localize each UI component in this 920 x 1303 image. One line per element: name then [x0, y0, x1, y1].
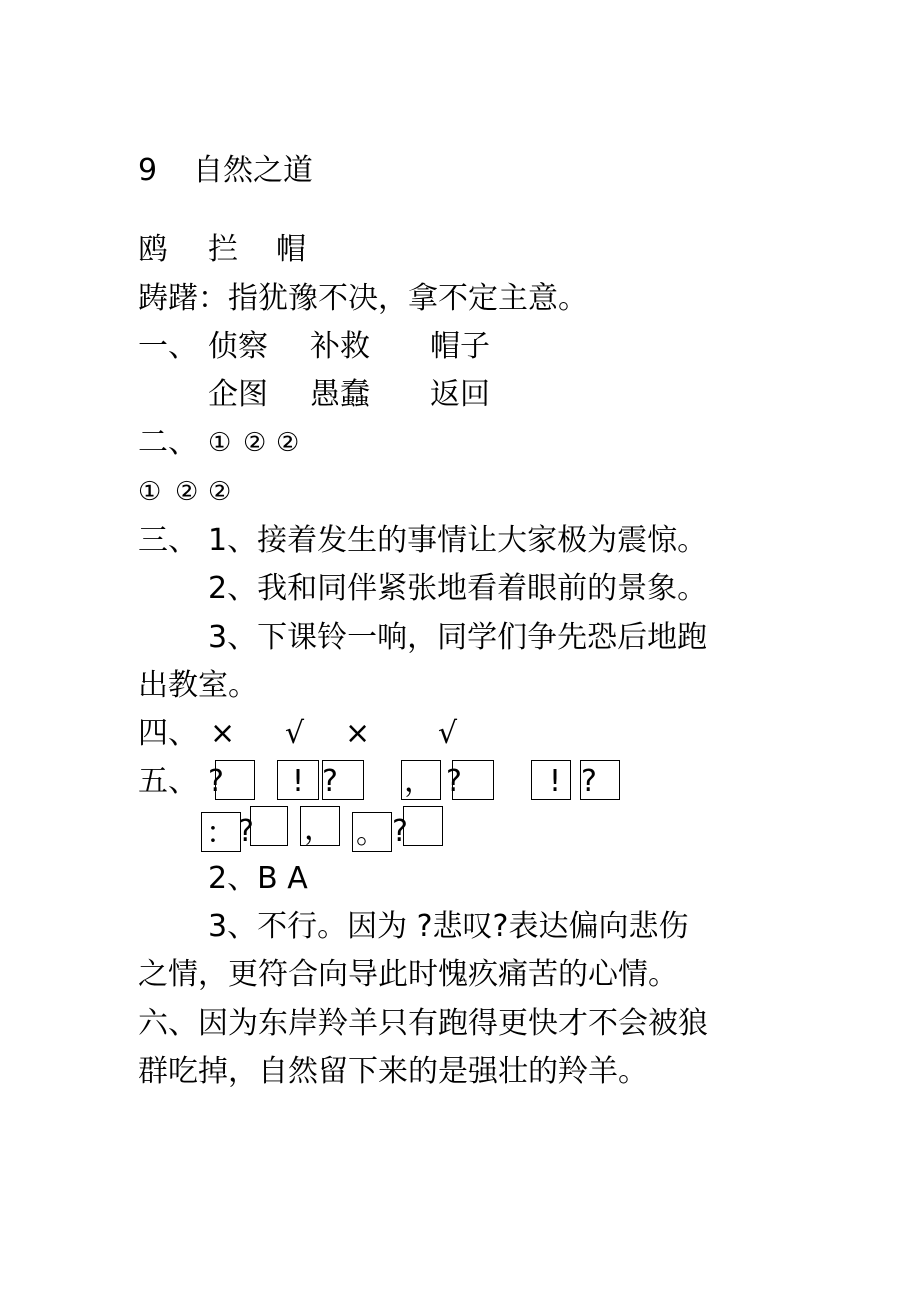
- sec6-line-2: 群吃掉，自然留下来的是强壮的羚羊。: [138, 1054, 648, 1089]
- question-mark: ?: [238, 814, 254, 849]
- comma-mark: ，: [304, 812, 334, 847]
- question-mark: ?: [322, 764, 338, 799]
- cross-mark: ×: [210, 716, 236, 751]
- sec3-sentence-3-cont: 出教室。: [138, 668, 258, 703]
- sec2-mark: ②: [208, 477, 232, 507]
- period-mark: 。: [356, 816, 386, 851]
- sec2-mark: ②: [243, 428, 267, 458]
- title-text: 自然之道: [193, 153, 313, 188]
- sec1-word: 愚蠢: [310, 377, 370, 412]
- char-2: 拦: [208, 232, 238, 267]
- question-mark: ?: [208, 764, 224, 799]
- sec1-word: 补救: [310, 329, 370, 364]
- sec1-word: 侦察: [208, 329, 268, 364]
- title-number: 9: [138, 153, 158, 188]
- sec5-answer-3: 3、不行。因为 ?悲叹?表达偏向悲伤: [208, 909, 689, 944]
- sec2-mark: ①: [208, 428, 232, 458]
- char-1: 鸥: [138, 232, 168, 267]
- question-mark: ?: [581, 764, 597, 799]
- question-mark: ?: [446, 764, 462, 799]
- sec5-answer-3-cont: 之情，更符合向导此时愧疚痛苦的心情。: [138, 957, 678, 992]
- exclamation-mark: !: [292, 764, 305, 799]
- sec1-word: 返回: [430, 377, 490, 412]
- sec6-line-1: 六、因为东岸羚羊只有跑得更快才不会被狼: [138, 1006, 708, 1041]
- cross-mark: ×: [345, 716, 371, 751]
- comma-mark: ，: [404, 764, 434, 799]
- answer-box: [403, 806, 443, 846]
- sec2-mark: ①: [138, 477, 162, 507]
- sec1-word: 企图: [208, 377, 268, 412]
- sec1-label: 一、: [138, 329, 198, 364]
- definition: 踌躇：指犹豫不决，拿不定主意。: [138, 281, 588, 316]
- sec3-sentence-1: 1、接着发生的事情让大家极为震惊。: [208, 523, 708, 558]
- sec2-mark: ②: [175, 477, 199, 507]
- check-mark: √: [285, 716, 305, 751]
- sec3-sentence-2: 2、我和同伴紧张地看着眼前的景象。: [208, 571, 708, 606]
- check-mark: √: [438, 716, 458, 751]
- colon-mark: ：: [206, 816, 236, 851]
- sec1-word: 帽子: [430, 329, 490, 364]
- char-3: 帽: [276, 232, 306, 267]
- sec3-sentence-3: 3、下课铃一响，同学们争先恐后地跑: [208, 620, 708, 655]
- sec3-label: 三、: [138, 523, 198, 558]
- sec2-label: 二、: [138, 425, 198, 460]
- sec4-label: 四、: [138, 716, 198, 751]
- sec2-mark: ②: [276, 428, 300, 458]
- question-mark: ?: [392, 814, 408, 849]
- sec5-label: 五、: [138, 764, 198, 799]
- answer-box: [250, 806, 288, 846]
- exclamation-mark: !: [549, 764, 562, 799]
- sec5-answer-2: 2、B A: [208, 861, 308, 896]
